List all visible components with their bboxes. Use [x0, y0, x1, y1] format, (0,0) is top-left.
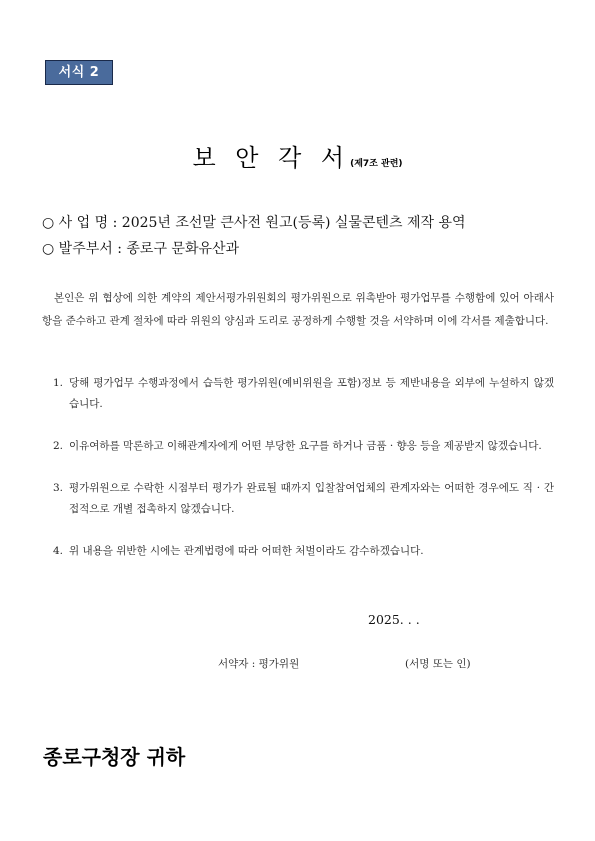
document-title — [0, 138, 595, 173]
label-separator: : — [112, 215, 118, 231]
title-subtitle: (제7조 관련) — [350, 159, 403, 169]
item-number: 2. — [52, 440, 63, 452]
signer-label: 서약자 : 평가위원 — [218, 658, 300, 670]
list-item — [42, 436, 554, 457]
project-name-label: 사 업 명 — [58, 215, 109, 231]
ordering-department-label: 발주부서 — [58, 241, 113, 257]
title-main: 보 안 각 서 — [192, 144, 351, 172]
list-item — [42, 478, 554, 520]
bullet-circle-icon: ○ — [42, 215, 55, 231]
form-number-badge: 서식 2 — [45, 60, 113, 85]
pledge-items-list — [42, 373, 554, 583]
date-line: 2025. . . — [368, 612, 420, 627]
ordering-department-line — [42, 238, 239, 258]
list-item — [42, 373, 554, 415]
item-text: 평가위원으로 수락한 시점부터 평가가 완료될 때까지 입찰참여업체의 관계자와는 어떠한 경우에도 직 · 간접적으로 개별 접촉하지 않겠습니다. — [69, 482, 554, 515]
item-number: 4. — [52, 545, 63, 557]
item-number: 3. — [52, 482, 63, 494]
project-name-value: 2025년 조선말 큰사전 원고(등록) 실물콘텐츠 제작 용역 — [121, 215, 466, 231]
recipient-line: 종로구청장 귀하 — [43, 745, 186, 769]
list-item — [42, 541, 554, 562]
item-text: 당해 평가업무 수행과정에서 습득한 평가위원(예비위원을 포함)정보 등 제반내용을 외부에 누설하지 않겠습니다. — [69, 377, 554, 410]
item-text: 위 내용을 위반한 시에는 관계법령에 따라 어떠한 처벌이라도 감수하겠습니다. — [69, 545, 424, 557]
ordering-department-value: 종로구 문화유산과 — [126, 241, 240, 257]
pledge-paragraph: 본인은 위 협상에 의한 계약의 제안서평가위원회의 평가위원으로 위촉받아 평가업무를 수행함에 있어 아래사항을 준수하고 관계 절차에 따라 위원의 양심과 도리로 공정하게 수행할 것을 서약하며 이에 각서를 제출합니다. — [42, 292, 554, 327]
bullet-circle-icon: ○ — [42, 241, 55, 257]
item-text: 이유여하를 막론하고 이해관계자에게 어떤 부당한 요구를 하거나 금품 · 향응 등을 제공받지 않겠습니다. — [69, 440, 542, 452]
label-separator: : — [117, 241, 122, 257]
item-number: 1. — [52, 377, 63, 389]
signature-placeholder: (서명 또는 인) — [405, 658, 471, 670]
project-name-line — [42, 212, 466, 232]
